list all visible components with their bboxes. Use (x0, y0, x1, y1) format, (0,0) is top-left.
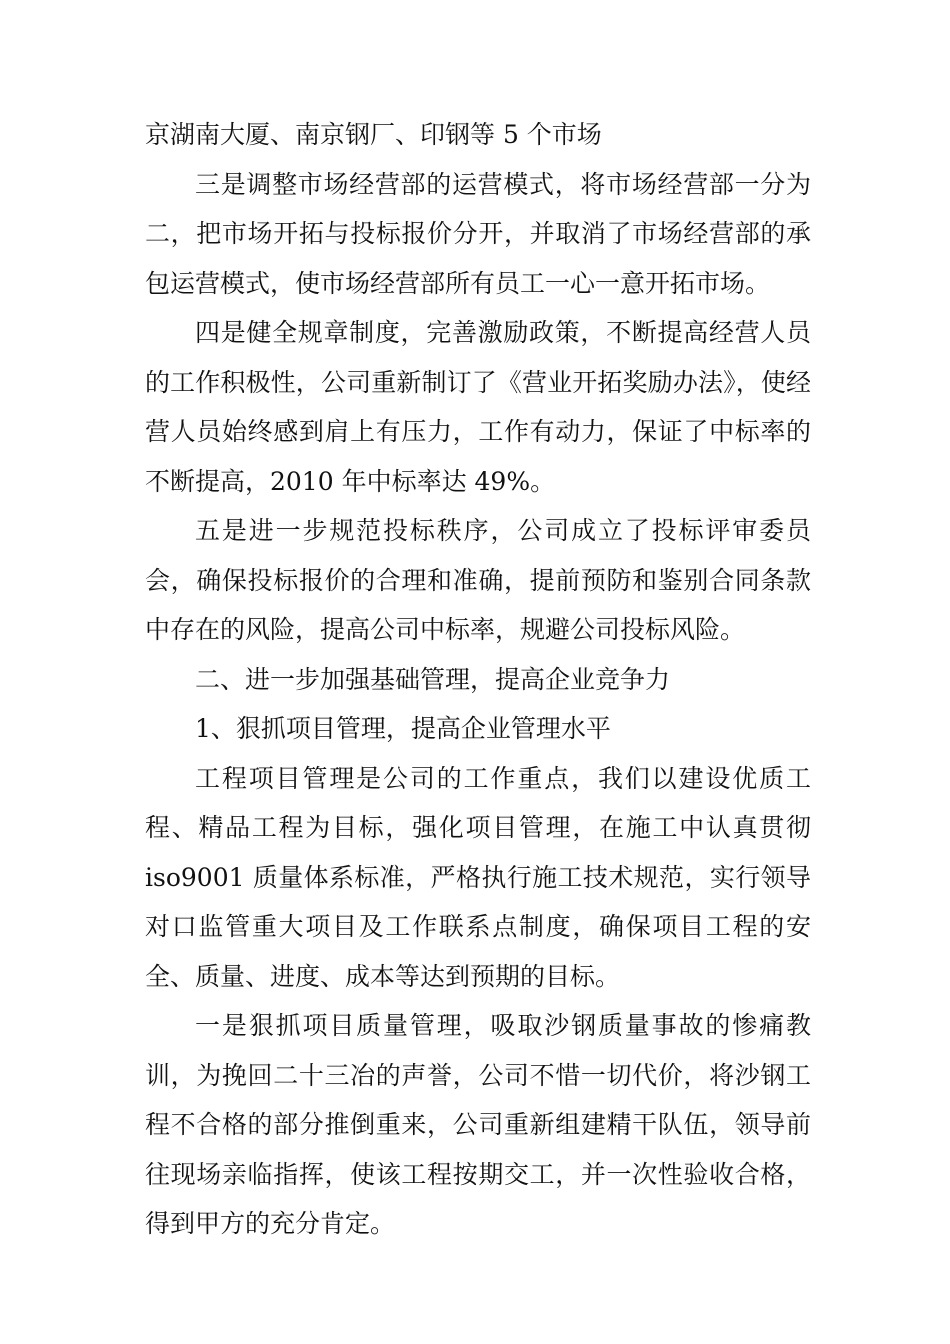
section-heading: 二、进一步加强基础管理，提高企业竞争力 (195, 664, 671, 694)
document-body (145, 110, 811, 1249)
paragraph-quality-management: 一是狠抓项目质量管理，吸取沙钢质量事故的惨痛教训，为挽回二十三冶的声誉，公司不惜一切代价，将沙钢工程不合格的部分推倒重来，公司重新组建精干队伍，领导前往现场亲临指挥，使该工程按期交工，并一次性验收合格，得到甲方的充分肯定。 (145, 1011, 811, 1238)
subsection-heading: 1、狠抓项目管理，提高企业管理水平 (195, 714, 611, 743)
paragraph-market-list: 京湖南大厦、南京钢厂、印钢等 5 个市场 (145, 120, 602, 149)
paragraph-point-three: 三是调整市场经营部的运营模式，将市场经营部一分为二，把市场开拓与投标报价分开，并取消了市场经营部的承包运营模式，使市场经营部所有员工一心一意开拓市场。 (145, 169, 811, 298)
paragraph-point-four: 四是健全规章制度，完善激励政策，不断提高经营人员的工作积极性，公司重新制订了《营业开拓奖励办法》，使经营人员始终感到肩上有压力，工作有动力，保证了中标率的不断提高，2010 年中标率达 49%。 (145, 318, 811, 496)
paragraph-project-management: 工程项目管理是公司的工作重点，我们以建设优质工程、精品工程为目标，强化项目管理，在施工中认真贯彻 iso9001 质量体系标准，严格执行施工技术规范，实行领导对口监管重大项目及工作联系点制度，确保项目工程的安全、质量、进度、成本等达到预期的目标。 (145, 763, 811, 991)
paragraph-point-five: 五是进一步规范投标秩序，公司成立了投标评审委员会，确保投标报价的合理和准确，提前预防和鉴别合同条款中存在的风险，提高公司中标率，规避公司投标风险。 (145, 516, 811, 644)
